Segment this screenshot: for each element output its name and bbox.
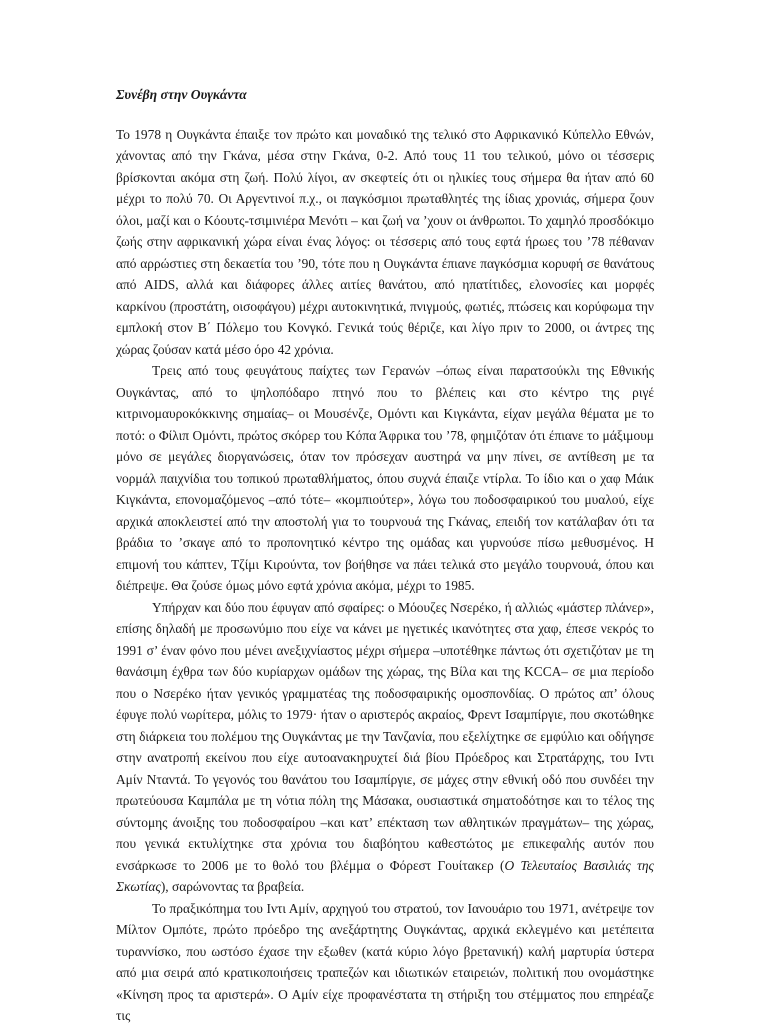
article-title: Συνέβη στην Ουγκάντα [116, 87, 247, 102]
paragraph-4: Το πραξικόπημα του Ιντι Αμίν, αρχηγού του στρατού, τον Ιανουάριο του 1971, ανέτρεψε τον Μίλτον Ομπότε, πρώτο πρόεδρο της ανεξάρτητης Ουγκάντας, αρχικά εκλεγμένο και μετέπειτα τυραννίσκο, που ωστόσο έχασε την εξωθεν (κατά κύριο λόγο βρετανική) καλή μαρτυρία ύστερα από μια σειρά από κρατικοποιήσεις τραπεζών και ιδιωτικών εταιρειών, πολιτική που ονομάστηκε «Κίνηση προς τα αριστερά». Ο Αμίν είχε προφανέστατα τη στήριξη του στέμματος που επηρέαζε τις [116, 900, 654, 1023]
paragraph-2: Τρεις από τους φευγάτους παίχτες των Γερανών –όπως είναι παρατσούκλι της Εθνικής Ουγκάντας, από το ψηλοπόδαρο πτηνό που το βλέπεις και στο κέντρο της ριγέ κιτρινομαυροκόκκινης σημαίας– οι Μουσένζε, Ομόντι και Κιγκάντα, είχαν μεγάλα θέματα με το ποτό: ο Φίλιπ Ομόντι, πρώτος σκόρερ του Κόπα Άφρικα του ’78, φημιζόταν ότι έπιανε το μάξιμουμ μόνο σε μεγάλες διοργανώσεις, όταν τον πρόσεχαν αυστηρά να μην πίνει, σε αντίθεση με τα νορμάλ παιχνίδια του τοπικού πρωταθλήματος, όπου συχνά έπαιζε ντίρλα. Το ίδιο και ο χαφ Μάικ Κιγκάντα, επονομαζόμενος –από τότε– «κομπιούτερ», λόγω του ποδοσφαιρικού του μυαλού, είχε αρχικά αποκλειστεί από την αποστολή για το τουρνουά της Γκάνας, επειδή τον κατάλαβαν ότι τα βράδια το ’σκαγε από το προπονητικό κέντρο της ομάδας και γυρνούσε πίσω μεθυσμένος. Η επιμονή του κάπτεν, Τζίμι Κιρούντα, τον βοήθησε να πάει τελικά στο μεγάλο τουρνουά, όπου και διέπρεψε. Θα ζούσε όμως μόνο εφτά χρόνια ακόμα, μέχρι το 1985. [116, 363, 654, 593]
paragraph-1: Το 1978 η Ουγκάντα έπαιξε τον πρώτο και μοναδικό της τελικό στο Αφρικανικό Κύπελλο Εθνών, χάνοντας από την Γκάνα, μέσα στην Γκάνα, 0-2. Από τους 11 του τελικού, μόνο οι τέσσερις βρίσκονται ακόμα στη ζωή. Πολύ λίγοι, αν σκεφτείς ότι οι ηλικίες τους σήμερα θα ήταν από 60 μέχρι το πολύ 70. Οι Αργεντινοί π.χ., οι παγκόσμιοι πρωταθλητές της ίδιας χρονιάς, σήμερα ζουν όλοι, μαζί και ο Κόουτς-τσιμινιέρα Μενότι – και ζωή να ’χουν οι άνθρωποι. Το χαμηλό προσδόκιμο ζωής στην αφρικανική χώρα είναι ένας λόγος: οι τέσσερις από τους εφτά ήρωες του ’78 πέθαναν από αρρώστιες στη δεκαετία του ’90, τότε που η Ουγκάντα έπιανε παγκόσμια κορυφή σε θανάτους από AIDS, αλλά και διάφορες άλλες αιτίες θανάτου, από ηπατίτιδες, ελονοσίες και μορφές καρκίνου (προστάτη, οισοφάγου) μέχρι αυτοκινητικά, πνιγμούς, φωτιές, πτώσεις και κορύφωμα την εμπλοκή στον Β΄ Πόλεμο του Κονγκό. Γενικά τούς θέριζε, και λίγο πριν το 2000, οι άντρες της χώρας ζούσαν κατά μέσο όρο 42 χρόνια. [116, 126, 654, 357]
document-page [116, 84, 654, 1027]
paragraph-3-text: Υπήρχαν και δύο που έφυγαν από σφαίρες: ο Μόουζες Νσερέκο, ή αλλιώς «μάστερ πλάνερ», επίσης δηλαδή με προσωνύμιο που είχε να κάνει με ηγετικές ικανότητες στα χαφ, έπεσε νεκρός το 1991 σ’ έναν φόνο που μένει ανεξιχνίαστος μέχρι σήμερα –υποτέθηκε πάντως ότι σχετιζόταν με τη θανάσιμη έχθρα των δύο κυρίαρχων ομάδων της χώρας, της Βίλα και της KCCA– σε μια περίοδο που ο Νσερέκο ήταν γενικός γραμματέας της ποδοσφαιρικής ομοσπονδίας. Ο πρώτος απ’ όλους έφυγε πολύ νωρίτερα, μόλις το 1979· ήταν ο αριστερός ακραίος, Φρεντ Ισαμπίργιε, που σκοτώθηκε στη διάρκεια του πολέμου της Ουγκάντας με την Τανζανία, που εξελίχτηκε σε εμφύλιο και οδήγησε στην ανατροπή εκείνου που είχε αυτοανακηρυχτεί διά βίου Πρόεδρος και Στρατάρχης, του Ιντι Αμίν Νταντά. Το γεγονός του θανάτου του Ισαμπίργιε, σε μάχες στην εθνική οδό που συνδέει την πρωτεύουσα Καμπάλα με τη νότια πόλη της Μάσακα, ουσιαστικά σηματοδότησε και το τέλος της σύντομης άνοιξης του ποδοσφαίρου –και κατ’ επέκταση των αθλητικών πραγμάτων– της χώρας, που γενικά εκτυλίχτηκε στα χρόνια του διαβόητου καθεστώτος με επικεφαλής αυτόν που ενσάρκωσε το 2006 με το θολό του βλέμμα ο Φόρεστ Γουίτακερ ( [116, 599, 654, 873]
paragraph-3 [116, 597, 654, 898]
film-title: Ο Τελευταίος Βασιλιάς της Σκωτίας [116, 857, 654, 894]
paragraph-3-end: ), σαρώνοντας τα βραβεία. [160, 879, 305, 894]
